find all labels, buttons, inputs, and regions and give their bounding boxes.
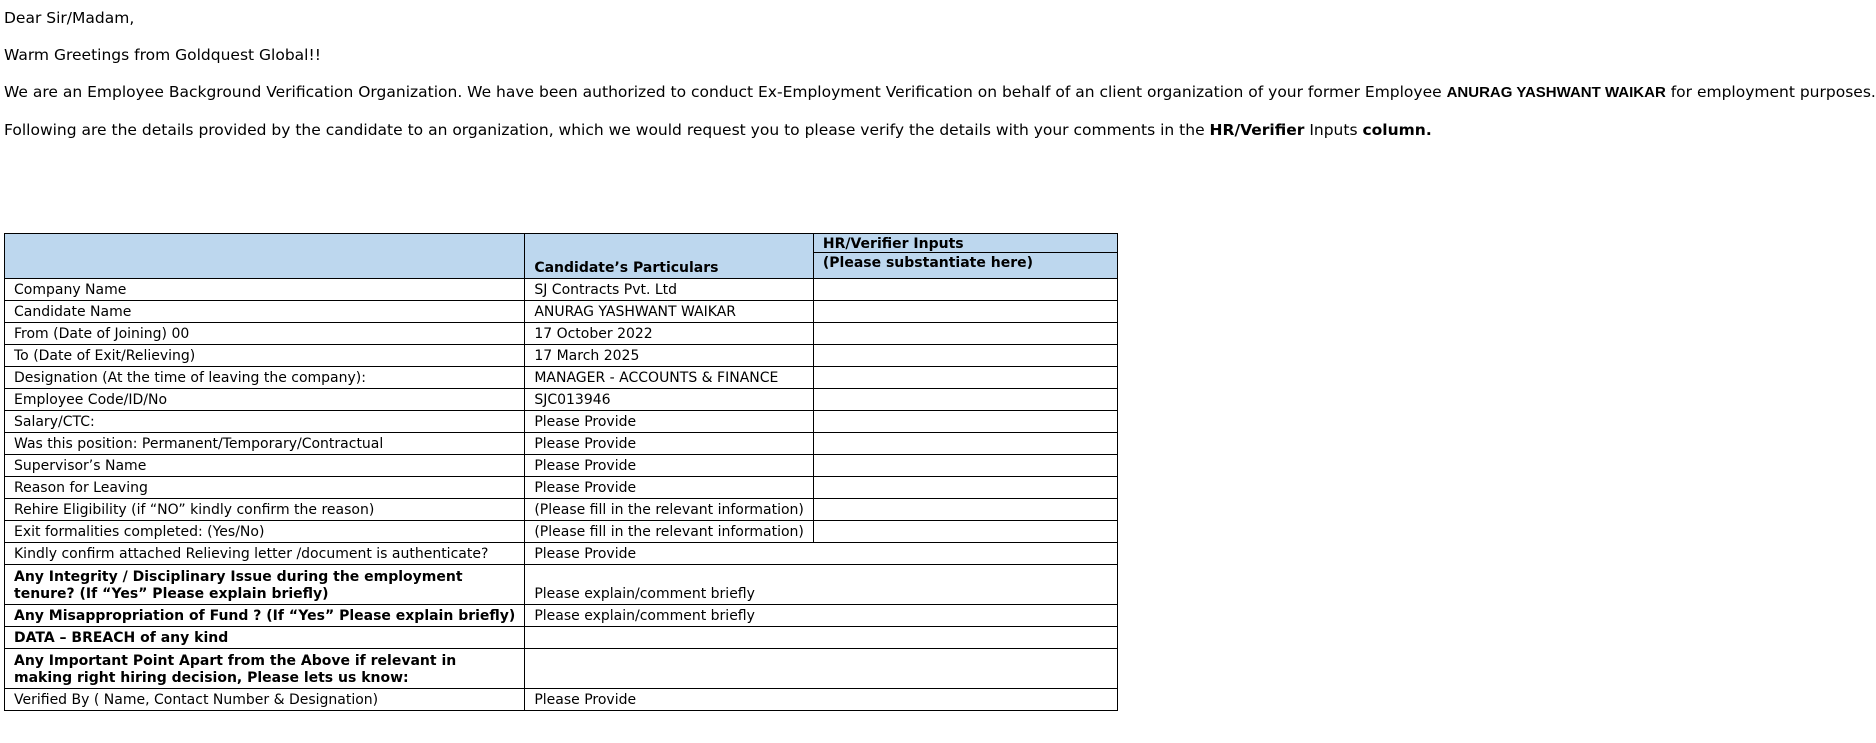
table-header-row [5, 234, 1118, 279]
row-value-merged[interactable] [525, 649, 1118, 689]
table-row [5, 389, 1118, 411]
email-body [4, 8, 1876, 157]
request-column: column. [1362, 121, 1432, 139]
row-label: Rehire Eligibility (if “NO” kindly confirm the reason) [5, 499, 525, 521]
row-label: Reason for Leaving [5, 477, 525, 499]
table-row [5, 477, 1118, 499]
request-paragraph [4, 120, 1876, 140]
row-value: SJC013946 [525, 389, 814, 411]
table-row [5, 565, 1118, 605]
row-label: Designation (At the time of leaving the company): [5, 367, 525, 389]
row-value: Please Provide [525, 455, 814, 477]
row-label-integrity: Any Integrity / Disciplinary Issue during the employment tenure? (If “Yes” Please explain briefly) [5, 565, 525, 605]
row-value-merged[interactable]: Please Provide [525, 689, 1118, 711]
row-value: Please Provide [525, 411, 814, 433]
row-hr-input[interactable] [813, 477, 1117, 499]
row-label: To (Date of Exit/Relieving) [5, 345, 525, 367]
table-row [5, 521, 1118, 543]
row-label-verified-by: Verified By ( Name, Contact Number & Designation) [5, 689, 525, 711]
table-row [5, 649, 1118, 689]
salutation: Dear Sir/Madam, [4, 9, 135, 27]
row-label: Candidate Name [5, 301, 525, 323]
row-value: Please Provide [525, 433, 814, 455]
row-value-merged[interactable]: Please explain/comment briefly [525, 565, 1118, 605]
table-row [5, 605, 1118, 627]
row-value: SJ Contracts Pvt. Ltd [525, 279, 814, 301]
row-label: Supervisor’s Name [5, 455, 525, 477]
header-blank-cell [5, 234, 525, 279]
row-value: ANURAG YASHWANT WAIKAR [525, 301, 814, 323]
row-hr-input[interactable] [813, 433, 1117, 455]
header-candidate-particulars: Candidate’s Particulars [525, 234, 814, 279]
row-hr-input[interactable] [813, 499, 1117, 521]
row-hr-input[interactable] [813, 323, 1117, 345]
intro-text: We are an Employee Background Verification Organization. We have been authorized to conduct Ex-Employment Verification on behalf of an client organization of your former Employee [4, 83, 1447, 101]
row-label: Was this position: Permanent/Temporary/Contractual [5, 433, 525, 455]
header-hr-title: HR/Verifier Inputs [814, 234, 1117, 253]
row-hr-input[interactable] [813, 389, 1117, 411]
table-row [5, 301, 1118, 323]
table-row [5, 279, 1118, 301]
header-hr-subtitle: (Please substantiate here) [822, 255, 1033, 271]
row-label: Kindly confirm attached Relieving letter /document is authenticate? [5, 543, 525, 565]
row-value: MANAGER - ACCOUNTS & FINANCE [525, 367, 814, 389]
verification-table [4, 233, 1118, 711]
table-row [5, 411, 1118, 433]
row-hr-input[interactable] [813, 301, 1117, 323]
greeting: Warm Greetings from Goldquest Global!! [4, 46, 321, 64]
row-hr-input[interactable] [813, 455, 1117, 477]
row-value-merged[interactable]: Please Provide [525, 543, 1118, 565]
intro-text-end: for employment purposes. [1665, 83, 1876, 101]
row-label-data-breach: DATA – BREACH of any kind [5, 627, 525, 649]
row-value: 17 October 2022 [525, 323, 814, 345]
row-label-misappropriation: Any Misappropriation of Fund ? (If “Yes” Please explain briefly) [5, 605, 525, 627]
row-hr-input[interactable] [813, 279, 1117, 301]
table-row [5, 345, 1118, 367]
row-value-merged[interactable]: Please explain/comment briefly [525, 605, 1118, 627]
row-label: Salary/CTC: [5, 411, 525, 433]
row-value: 17 March 2025 [525, 345, 814, 367]
request-inputs: Inputs [1304, 121, 1363, 139]
table-row [5, 627, 1118, 649]
table-row [5, 323, 1118, 345]
request-text: Following are the details provided by the candidate to an organization, which we would request you to please verify the details with your comments in the [4, 121, 1210, 139]
table-row [5, 433, 1118, 455]
table-row [5, 499, 1118, 521]
table-row [5, 543, 1118, 565]
row-hr-input[interactable] [813, 367, 1117, 389]
row-label: Company Name [5, 279, 525, 301]
header-hr-inputs [813, 234, 1117, 279]
row-hr-input[interactable] [813, 521, 1117, 543]
employee-name: ANURAG YASHWANT WAIKAR [1446, 84, 1666, 101]
row-hr-input[interactable] [813, 411, 1117, 433]
row-label: From (Date of Joining) 00 [5, 323, 525, 345]
row-label: Employee Code/ID/No [5, 389, 525, 411]
row-value: (Please fill in the relevant information) [525, 499, 814, 521]
row-value-merged[interactable] [525, 627, 1118, 649]
request-hr-verifier: HR/Verifier [1209, 121, 1305, 139]
row-label: Exit formalities completed: (Yes/No) [5, 521, 525, 543]
row-value: Please Provide [525, 477, 814, 499]
row-value: (Please fill in the relevant information) [525, 521, 814, 543]
table-row [5, 689, 1118, 711]
row-label-important-point: Any Important Point Apart from the Above if relevant in making right hiring decision, Please lets us know: [5, 649, 525, 689]
table-row [5, 455, 1118, 477]
intro-paragraph [4, 82, 1876, 103]
row-hr-input[interactable] [813, 345, 1117, 367]
table-row [5, 367, 1118, 389]
